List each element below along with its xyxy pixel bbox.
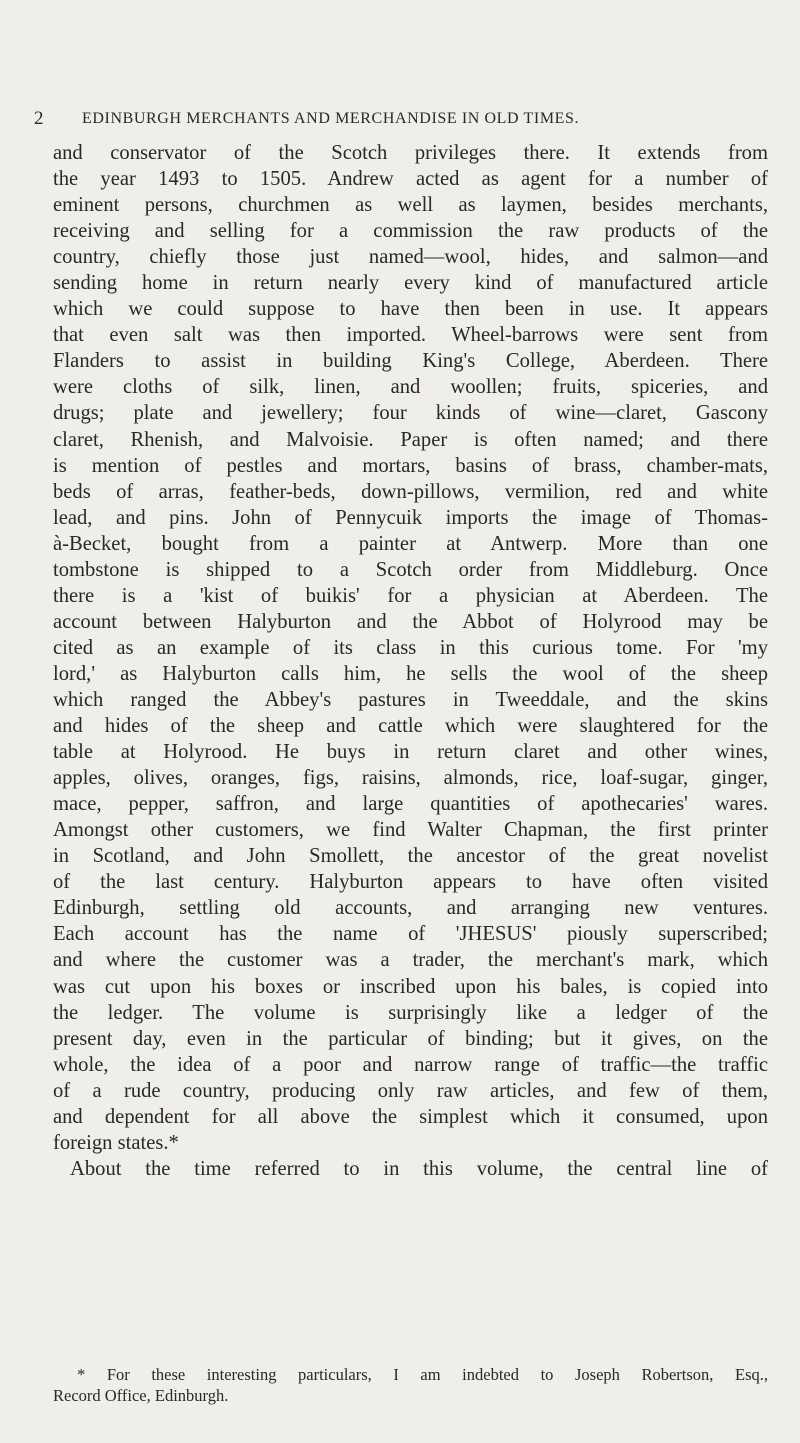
text-line: the year 1493 to 1505. Andrew acted as agent for a number of — [53, 168, 768, 191]
text-line: drugs; plate and jewellery; four kinds of wine—claret, Gascony — [53, 402, 768, 425]
text-line: country, chiefly those just named—wool, hides, and salmon—and — [53, 246, 768, 269]
text-line: mace, pepper, saffron, and large quantities of apothecaries' wares. — [53, 793, 768, 816]
text-line: beds of arras, feather-beds, down-pillows, vermilion, red and white — [53, 480, 768, 503]
text-line: Flanders to assist in building King's College, Aberdeen. There — [53, 350, 768, 373]
text-line: claret, Rhenish, and Malvoisie. Paper is often named; and there — [53, 428, 768, 451]
text-line: cited as an example of its class in this curious tome. For 'my — [53, 636, 768, 659]
text-line: of a rude country, producing only raw articles, and few of them, — [53, 1079, 768, 1102]
text-line: foreign states.* — [53, 1131, 179, 1154]
text-line: of the last century. Halyburton appears to have often visited — [53, 871, 768, 894]
text-line: Amongst other customers, we find Walter Chapman, the first printer — [53, 819, 768, 842]
text-line: Each account has the name of 'JHESUS' piously superscribed; — [53, 923, 768, 946]
text-line: receiving and selling for a commission the raw products of the — [53, 220, 768, 243]
text-line: lord,' as Halyburton calls him, he sells the wool of the sheep — [53, 662, 768, 685]
text-line: the ledger. The volume is surprisingly like a ledger of the — [53, 1001, 768, 1024]
text-line: apples, olives, oranges, figs, raisins, almonds, rice, loaf-sugar, ginger, — [53, 767, 768, 790]
running-title: EDINBURGH MERCHANTS AND MERCHANDISE IN OLD TIMES. — [82, 110, 580, 127]
text-line: which ranged the Abbey's pastures in Tweeddale, and the skins — [53, 688, 768, 711]
text-line: lead, and pins. John of Pennycuik imports the image of Thomas- — [53, 506, 768, 529]
text-line: and where the customer was a trader, the merchant's mark, which — [53, 949, 768, 972]
footnote-line: * For these interesting particulars, I am indebted to Joseph Robertson, Esq., — [77, 1365, 768, 1384]
text-line: in Scotland, and John Smollett, the ancestor of the great novelist — [53, 845, 768, 868]
text-line: that even salt was then imported. Wheel-barrows were sent from — [53, 324, 768, 347]
footnote-line: Record Office, Edinburgh. — [53, 1386, 229, 1405]
text-line: were cloths of silk, linen, and woollen; fruits, spiceries, and — [53, 376, 768, 399]
text-line: and conservator of the Scotch privileges there. It extends from — [53, 142, 768, 164]
body-text — [53, 140, 768, 1182]
text-line: whole, the idea of a poor and narrow range of traffic—the traffic — [53, 1053, 768, 1076]
footnote — [53, 1364, 768, 1406]
text-line: account between Halyburton and the Abbot of Holyrood may be — [53, 610, 768, 633]
text-line: is mention of pestles and mortars, basins of brass, chamber-mats, — [53, 454, 768, 477]
text-line: there is a 'kist of buikis' for a physician at Aberdeen. The — [53, 584, 768, 607]
page-number: 2 — [34, 108, 44, 129]
text-line: which we could suppose to have then been in use. It appears — [53, 298, 768, 321]
text-line: Edinburgh, settling old accounts, and arranging new ventures. — [53, 897, 768, 920]
text-line: and dependent for all above the simplest which it consumed, upon — [53, 1105, 768, 1128]
text-line: à-Becket, bought from a painter at Antwerp. More than one — [53, 532, 768, 555]
text-line: table at Holyrood. He buys in return claret and other wines, — [53, 741, 768, 764]
text-line: present day, even in the particular of binding; but it gives, on the — [53, 1027, 768, 1050]
text-line: About the time referred to in this volume, the central line of — [70, 1157, 768, 1180]
text-line: eminent persons, churchmen as well as laymen, besides merchants, — [53, 194, 768, 217]
running-head — [34, 108, 746, 130]
text-line: tombstone is shipped to a Scotch order from Middleburg. Once — [53, 558, 768, 581]
text-line: sending home in return nearly every kind of manufactured article — [53, 272, 768, 295]
text-line: was cut upon his boxes or inscribed upon his bales, is copied into — [53, 975, 768, 998]
text-line: and hides of the sheep and cattle which were slaughtered for the — [53, 715, 768, 738]
